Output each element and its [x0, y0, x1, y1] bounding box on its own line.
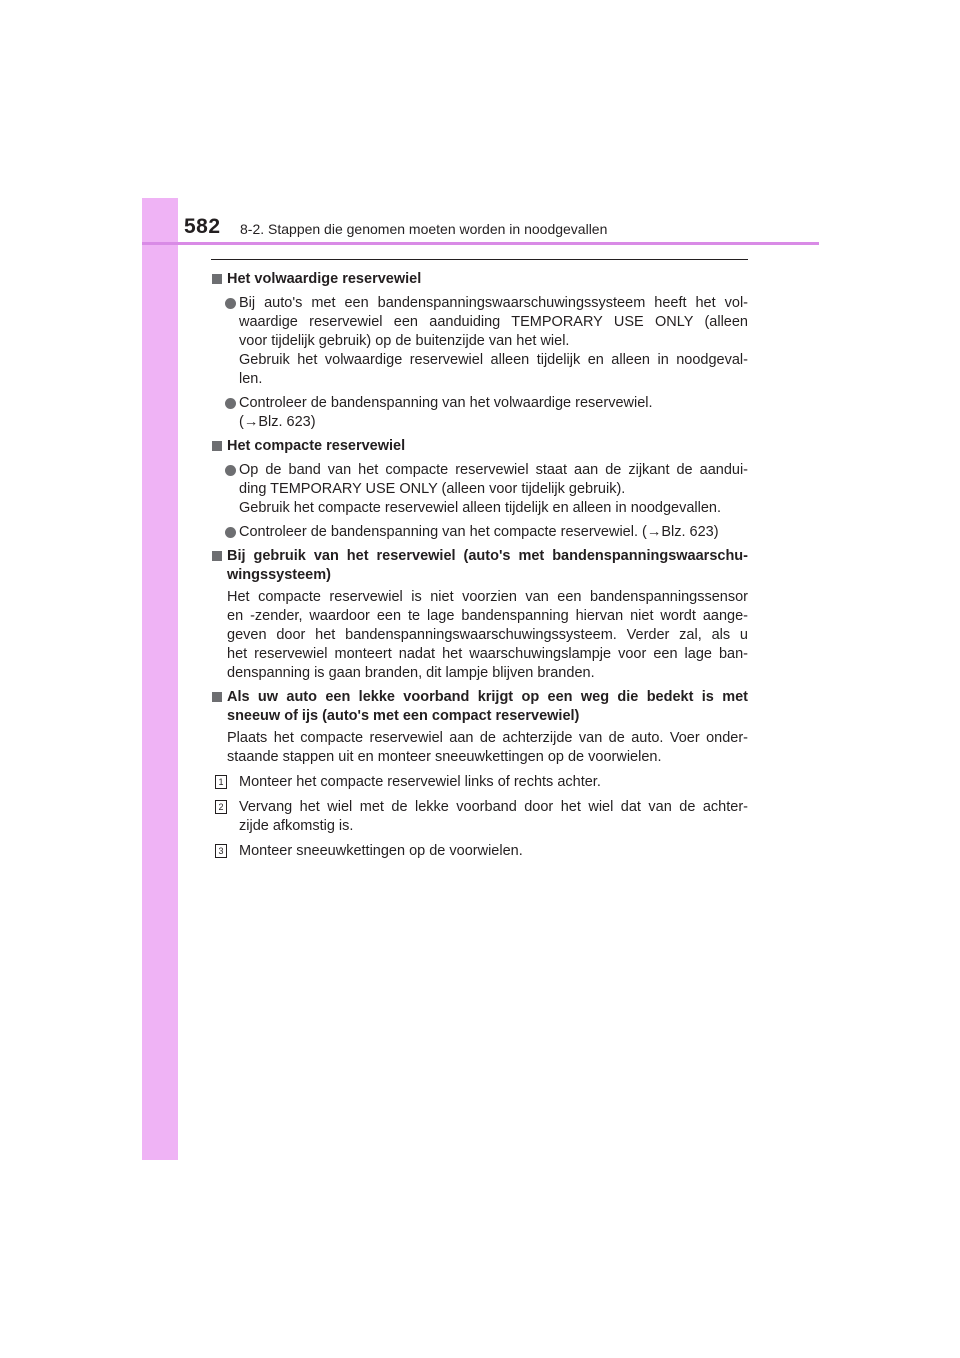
round-bullet-icon	[225, 465, 236, 476]
chapter-title: 8-2. Stappen die genomen moeten worden in noodgevallen	[240, 221, 608, 237]
text-line: Controleer de bandenspanning van het volwaardige reservewiel.	[239, 395, 653, 411]
text-line: len.	[239, 371, 263, 387]
section-heading-text: Het volwaardige reservewiel	[227, 271, 422, 287]
round-bullet-icon	[225, 527, 236, 538]
section-body	[211, 729, 748, 767]
square-bullet-icon	[212, 551, 222, 561]
text-line: zijde afkomstig is.	[239, 818, 354, 834]
chapter-sidebar-tab	[142, 198, 178, 1160]
text-line: ding TEMPORARY USE ONLY (alleen voor tijdelijk gebruik).	[239, 481, 626, 497]
section-heading-text: Als uw auto een lekke voorband krijgt op een weg die bedekt is met	[227, 689, 748, 705]
text-line: Monteer sneeuwkettingen op de voorwielen.	[239, 843, 523, 859]
list-item	[211, 523, 748, 542]
square-bullet-icon	[212, 274, 222, 284]
text-line: Op de band van het compacte reservewiel staat aan de zijkant de aandui-	[239, 462, 748, 478]
text-line: denspanning is gaan branden, dit lampje blijven branden.	[227, 665, 595, 681]
header-rule	[142, 242, 819, 245]
section-divider	[211, 259, 748, 260]
square-bullet-icon	[212, 692, 222, 702]
page-number: 582	[184, 215, 221, 238]
section-heading	[211, 437, 748, 456]
list-item	[211, 461, 748, 518]
text-line: Plaats het compacte reservewiel aan de achterzijde van de auto. Voer onder-	[227, 730, 748, 746]
section-heading-text: Bij gebruik van het reservewiel (auto's met bandenspanningswaarschu-	[227, 548, 748, 564]
text-line: Vervang het wiel met de lekke voorband door het wiel dat van de achter-	[239, 799, 748, 815]
list-item	[211, 394, 748, 432]
section-heading-text: Het compacte reservewiel	[227, 438, 406, 454]
page-reference: (→Blz. 623)	[239, 414, 316, 430]
step-number-box: 2	[215, 800, 227, 814]
text-line: waardige reservewiel een aanduiding TEMPORARY USE ONLY (alleen	[239, 314, 748, 330]
text-line: Het compacte reservewiel is niet voorzien van een bandenspanningssensor	[227, 589, 748, 605]
section-heading	[211, 688, 748, 726]
step-number-box: 3	[215, 844, 227, 858]
round-bullet-icon	[225, 298, 236, 309]
text-line: voor tijdelijk gebruik) op de buitenzijde van het wiel.	[239, 333, 570, 349]
step-item	[211, 798, 748, 836]
page-content	[211, 265, 748, 861]
text-line: en -zender, waardoor een te lage bandenspanning hiervan niet wordt aange-	[227, 608, 748, 624]
text-line: het reservewiel monteert nadat het waarschuwingslampje voor een lage ban-	[227, 646, 748, 662]
step-item	[211, 842, 748, 861]
text-line: Monteer het compacte reservewiel links of rechts achter.	[239, 774, 601, 790]
square-bullet-icon	[212, 441, 222, 451]
section-heading	[211, 547, 748, 585]
text-line: Gebruik het volwaardige reservewiel alleen tijdelijk en alleen in noodgeval-	[239, 352, 748, 368]
text-line: Bij auto's met een bandenspanningswaarschuwingssysteem heeft het vol-	[239, 295, 748, 311]
round-bullet-icon	[225, 398, 236, 409]
section-body	[211, 588, 748, 683]
section-heading-text: wingssysteem)	[227, 567, 331, 583]
text-line: staande stappen uit en monteer sneeuwkettingen op de voorwielen.	[227, 749, 662, 765]
text-line: geven door het bandenspanningswaarschuwingssysteem. Verder zal, als u	[227, 627, 748, 643]
section-heading-text: sneeuw of ijs (auto's met een compact reservewiel)	[227, 708, 580, 724]
list-item	[211, 294, 748, 389]
step-item	[211, 773, 748, 792]
text-line: Gebruik het compacte reservewiel alleen tijdelijk en alleen in noodgevallen.	[239, 500, 722, 516]
step-number-box: 1	[215, 775, 227, 789]
text-line: Controleer de bandenspanning van het compacte reservewiel. (→Blz. 623)	[239, 524, 719, 540]
section-heading	[211, 270, 748, 289]
